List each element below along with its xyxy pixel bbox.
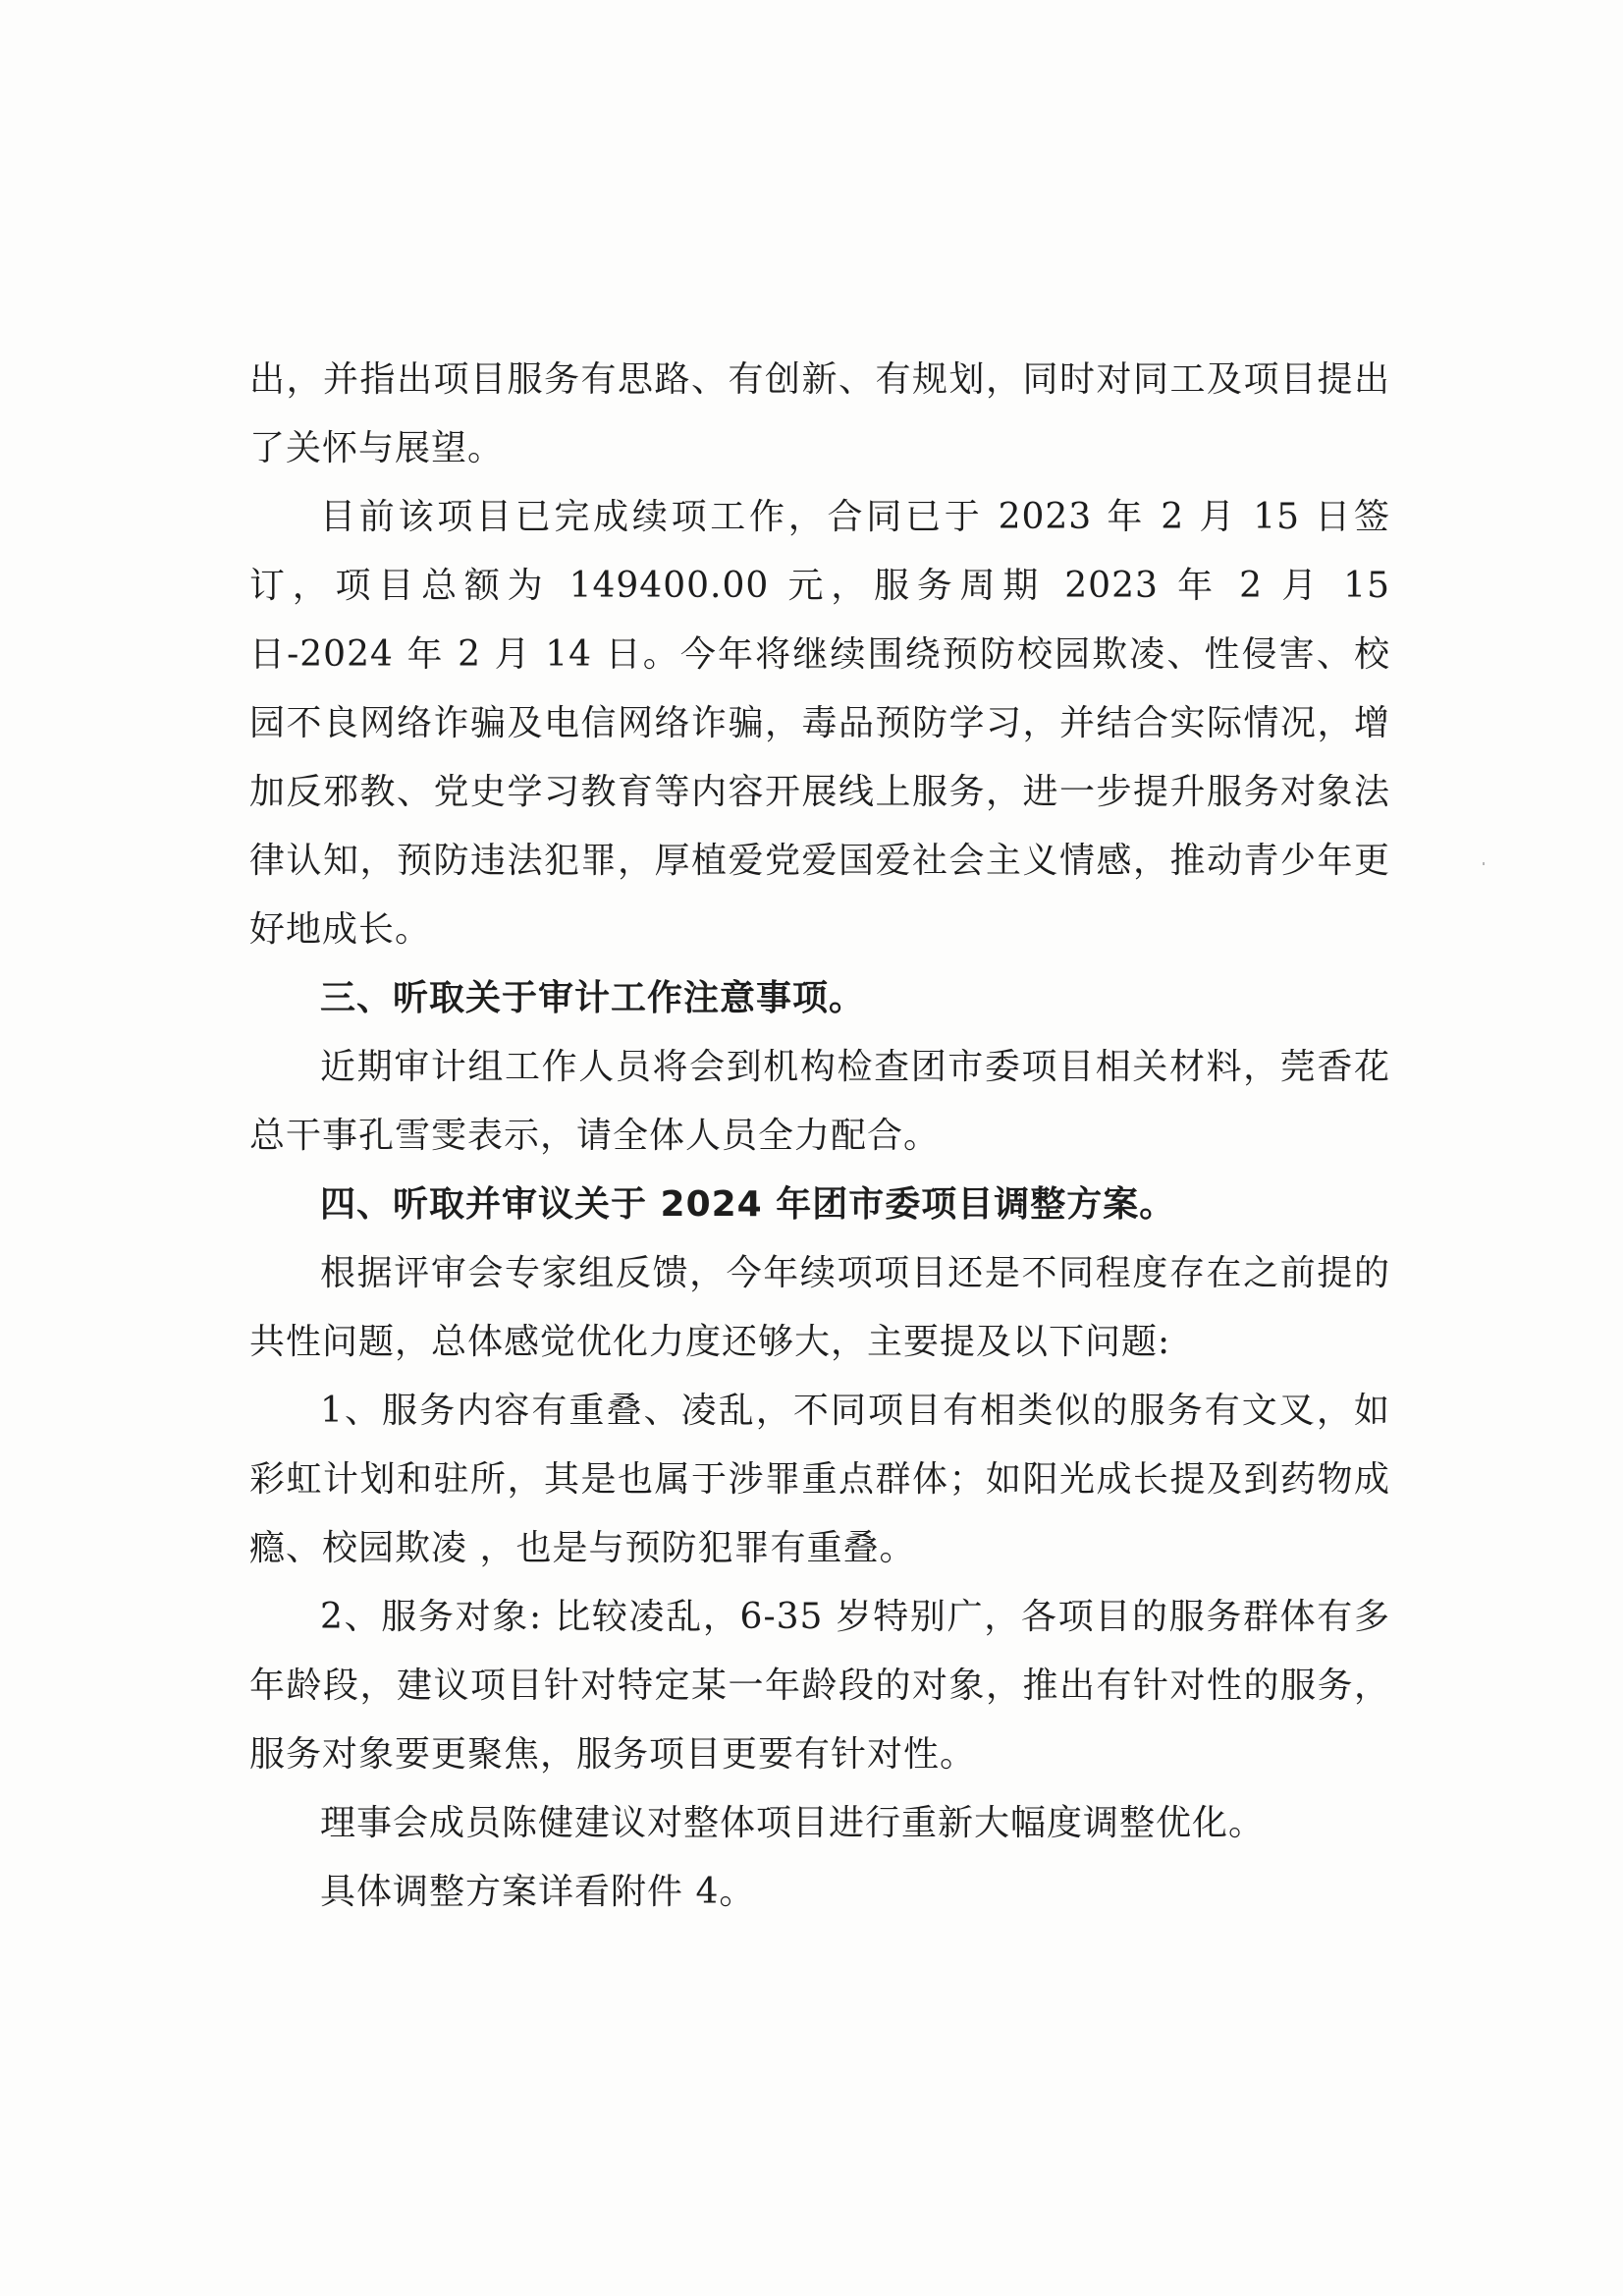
paragraph-issue-2: 2、服务对象: 比较凌乱，6-35 岁特别广，各项目的服务群体有多年龄段，建议项目针对特定某一年龄段的对象，推出有针对性的服务，服务对象要更聚焦，服务项目更要有针对性。	[249, 1597, 1390, 1775]
paragraph-issue-1: 1、服务内容有重叠、凌乱，不同项目有相类似的服务有文叉，如彩虹计划和驻所，其是也属于涉罪重点群体；如阳光成长提及到药物成瘾、校园欺凌 ，也是与预防犯罪有重叠。	[249, 1391, 1390, 1568]
paragraph-attachment: 具体调整方案详看附件 4。	[320, 1872, 756, 1912]
scan-speck	[1483, 862, 1485, 865]
paragraph-suggestion: 理事会成员陈健建议对整体项目进行重新大幅度调整优化。	[320, 1803, 1266, 1843]
section-heading-4: 四、听取并审议关于 2024 年团市委项目调整方案。	[320, 1184, 1176, 1225]
paragraph-feedback: 根据评审会专家组反馈，今年续项项目还是不同程度存在之前提的共性问题，总体感觉优化力度还够大，主要提及以下问题:	[249, 1253, 1390, 1362]
section-heading-3: 三、听取关于审计工作注意事项。	[320, 978, 866, 1018]
document-body	[249, 346, 1390, 1927]
paragraph-continuation: 出，并指出项目服务有思路、有创新、有规划，同时对同工及项目提出了关怀与展望。	[249, 359, 1390, 468]
paragraph-audit: 近期审计组工作人员将会到机构检查团市委项目相关材料，莞香花总干事孔雪雯表示，请全体人员全力配合。	[249, 1047, 1390, 1156]
paragraph-contract: 目前该项目已完成续项工作，合同已于 2023 年 2 月 15 日签订，项目总额为 149400.00 元，服务周期 2023 年 2 月 15 日-2024 年 2 月 14 日。今年将继续围绕预防校园欺凌、性侵害、校园不良网络诈骗及电信网络诈骗，毒品预防学习，并结合实际情况，增加反邪教、党史学习教育等内容开展线上服务，进一步提升服务对象法律认知，预防违法犯罪，厚植爱党爱国爱社会主义情感，推动青少年更好地成长。	[249, 497, 1390, 950]
